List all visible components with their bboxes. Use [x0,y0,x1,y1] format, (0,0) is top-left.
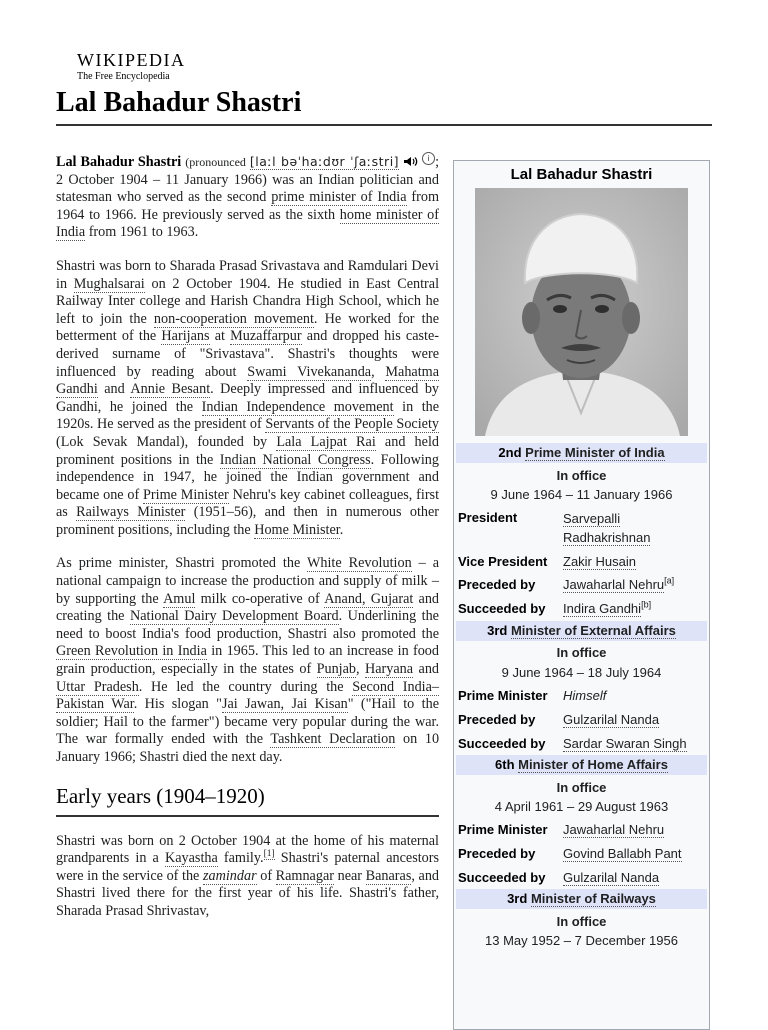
office-header-external-affairs: 3rd Minister of External Affairs [456,621,707,641]
article-body [56,152,439,937]
link-uttar-pradesh[interactable]: Uttar Pradesh [56,678,139,695]
link-mahatma-gandhi[interactable]: Mahatma Gandhi [56,363,439,398]
link-indira-gandhi[interactable]: Indira Gandhi [563,601,642,616]
link-home-minister-of-india[interactable]: home minister of India [56,206,440,241]
paragraph-4: Shastri was born on 2 October 1904 at the home of his maternal grandparents in a Kayastha family.[1] Shastri's paternal ancestors were in the service of the zamindar of Ramnagar near Banaras, and Shastri lived there for the first year of his life. Shastri's father, Sharada Prasad Shrivastav, [56,832,440,919]
info-icon[interactable]: i [422,152,435,165]
link-office-prime-minister-of-india[interactable]: Prime Minister of India [525,445,665,460]
link-muzaffarpur[interactable]: Muzaffarpur [230,328,302,345]
logo-wordmark[interactable]: WIKIPEDIA [77,50,186,70]
link-lala-lajpat-rai[interactable]: Lala Lajpat Rai [276,433,376,450]
in-office-label: In office [556,468,607,483]
link-haryana[interactable]: Haryana [365,661,414,678]
value-himself: Himself [563,688,607,703]
link-amul[interactable]: Amul [163,590,196,607]
link-kayastha[interactable]: Kayastha [164,850,218,867]
link-jai-jawan-jai-kisan[interactable]: Jai Jawan, Jai Kisan [221,696,348,713]
link-gulzarilal-nanda-2[interactable]: Gulzarilal Nanda [563,870,660,885]
subject-name: Lal Bahadur Shastri [56,154,182,170]
link-zamindar[interactable]: zamindar [202,867,257,884]
link-govind-ballabh-pant[interactable]: Govind Ballabh Pant [563,846,682,861]
link-gulzarilal-nanda[interactable]: Gulzarilal Nanda [563,712,660,727]
page-title: Lal Bahadur Shastri [56,87,302,118]
pronounced-label: (pronounced [185,155,246,169]
link-office-minister-of-external-affairs[interactable]: Minister of External Affairs [510,623,676,638]
section-heading-early-years: Early years (1904–1920) [56,783,439,817]
link-ramnagar[interactable]: Ramnagar [275,867,334,884]
office-header-home-affairs: 6th Minister of Home Affairs [456,755,707,775]
wikipedia-logo[interactable] [77,50,185,83]
link-second-india-pakistan-war[interactable]: Second India–Pakistan War [56,678,440,713]
link-servants-of-the-people-society[interactable]: Servants of the People Society [265,416,439,433]
in-office-label: In office [556,914,607,929]
link-national-dairy-development-board[interactable]: National Dairy Development Board [129,608,339,625]
office-dates: 13 May 1952 – 7 December 1956 [485,933,678,948]
link-office-minister-of-railways[interactable]: Minister of Railways [530,891,656,906]
office-dates: 9 June 1964 – 18 July 1964 [501,665,662,680]
speaker-icon[interactable] [403,156,418,167]
link-banaras[interactable]: Banaras [365,867,412,884]
in-office-label: In office [556,645,607,660]
link-non-cooperation-movement[interactable]: non-cooperation movement [153,310,314,327]
link-swami-vivekananda[interactable]: Swami Vivekananda [247,363,372,380]
infobox-title: Lal Bahadur Shastri [510,166,653,183]
link-tashkent-declaration[interactable]: Tashkent Declaration [270,731,396,748]
link-office-minister-of-home-affairs[interactable]: Minister of Home Affairs [518,757,668,772]
link-railways-minister[interactable]: Railways Minister [76,504,186,521]
infobox: Lal Bahadur Shastri 2nd Prime Minister of India In office 9 June 1964 – 11 January 1966 President Sarvepalli Radhakrishnan Vice President Zakir Husain Preceded by Jawaharlal Nehru[a] Succeeded by Indira Gandhi[b] 3rd Minister of External Affairs In office 9 June 1964 – 18 July 1964 Prime Minister Himself Preceded by Gulzarilal Nanda Succeeded by Sardar Swaran Singh 6th Minister of Home Affairs In office 4 April 1961 – 29 August 1963 Prime Minister Jawaharlal Nehru Preceded by Govind Ballabh Pant Succeeded by Gulzarilal Nanda 3rd Minister of Railways In office 13 May 1952 – 7 December 1956 [453,160,710,1030]
link-mughalsarai[interactable]: Mughalsarai [73,275,145,292]
link-prime-minister-of-india[interactable]: prime minister of India [271,189,407,206]
link-punjab[interactable]: Punjab [316,661,357,678]
citation-1[interactable]: [1] [263,849,275,860]
link-sardar-swaran-singh[interactable]: Sardar Swaran Singh [563,736,687,751]
office-dates: 4 April 1961 – 29 August 1963 [494,799,669,814]
link-home-minister[interactable]: Home Minister [254,521,340,538]
link-anand-gujarat[interactable]: Anand, Gujarat [324,590,414,607]
title-divider [56,124,712,126]
note-a[interactable]: [a] [664,575,675,586]
office-header-railways: 3rd Minister of Railways [456,889,707,909]
link-green-revolution-in-india[interactable]: Green Revolution in India [56,643,207,660]
link-white-revolution[interactable]: White Revolution [306,555,412,572]
portrait-photo[interactable] [475,188,688,436]
link-jawaharlal-nehru[interactable]: Jawaharlal Nehru [563,577,665,592]
link-harijans[interactable]: Harijans [161,328,210,345]
logo-tagline: The Free Encyclopedia [77,71,170,82]
link-prime-minister[interactable]: Prime Minister [143,486,229,503]
link-jawaharlal-nehru-2[interactable]: Jawaharlal Nehru [563,822,665,837]
paragraph-3: As prime minister, Shastri promoted the White Revolution – a national campaign to increase the production and supply of milk – by supporting the Amul milk co-operative of Anand, Gujarat and creating the National Dairy Development Board. Underlining the need to boost India's food production, Shastri also promoted the Green Revolution in India in 1965. This led to an increase in food grain production, especially in the states of Punjab, Haryana and Uttar Pradesh. He led the country during the Second India–Pakistan War. His slogan "Jai Jawan, Jai Kisan" ("Hail to the soldier; Hail to the farmer") became very popular during the war. The war formally ended with the Tashkent Declaration on 10 January 1966; Shastri died the next day. [56,555,440,765]
link-zakir-husain[interactable]: Zakir Husain [563,554,636,569]
lead-paragraph: Lal Bahadur Shastri (pronounced [laːl bəˈhaːdʊr ˈʃaːstri] i ; 2 October 1904 – 11 January 1966) was an Indian politician and statesman who served as the second prime minister of India from 1964 to 1966. He previously served as the sixth home minister of India from 1961 to 1963. [56,154,440,241]
link-annie-besant[interactable]: Annie Besant [130,381,211,398]
ipa-pronunciation[interactable]: [laːl bəˈhaːdʊr ˈʃaːstri] [249,154,400,169]
office-header-prime-minister: 2nd Prime Minister of India [456,443,707,463]
note-b[interactable]: [b] [641,599,652,610]
link-indian-independence-movement[interactable]: Indian Independence movement [201,398,394,415]
link-sarvepalli-radhakrishnan[interactable]: Sarvepalli Radhakrishnan [563,511,651,545]
link-indian-national-congress[interactable]: Indian National Congress [219,451,371,468]
paragraph-2: Shastri was born to Sharada Prasad Srivastava and Ramdulari Devi in Mughalsarai on 2 October 1904. He studied in East Central Railway Inter college and Harish Chandra High School, which he left to join the non-cooperation movement. He worked for the betterment of the Harijans at Muzaffarpur and dropped his caste-derived surname of "Srivastava". Shastri's thoughts were influenced by reading about Swami Vivekananda, Mahatma Gandhi and Annie Besant. Deeply impressed and influenced by Gandhi, he joined the Indian Independence movement in the 1920s. He served as the president of Servants of the People Society (Lok Sevak Mandal), founded by Lala Lajpat Rai and held prominent positions in the Indian National Congress. Following independence in 1947, he joined the Indian government and became one of Prime Minister Nehru's key cabinet colleagues, first as Railways Minister (1951–56), and then in numerous other prominent positions, including the Home Minister. [56,257,440,538]
in-office-label: In office [556,780,607,795]
office-dates: 9 June 1964 – 11 January 1966 [490,487,673,502]
